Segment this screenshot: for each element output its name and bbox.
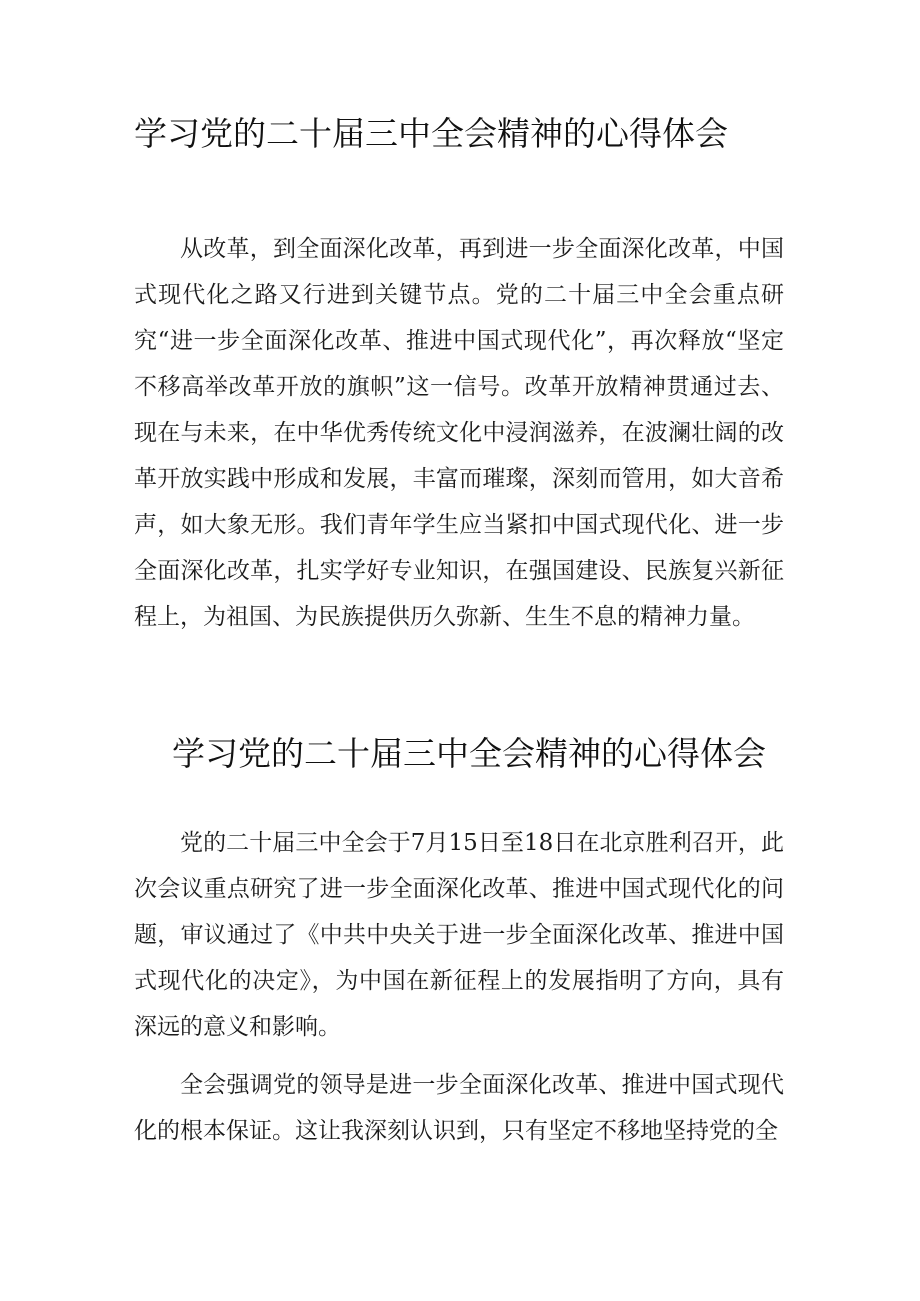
section-1-paragraph-1: 从改革，到全面深化改革，再到进一步全面深化改革，中国式现代化之路又行进到关键节点。党的二十届三中全会重点研究“进一步全面深化改革、推进中国式现代化”，再次释放“坚定不移高举改革开放的旗帜”这一信号。改革开放精神贯通过去、现在与未来，在中华优秀传统文化中浸润滋养，在波澜壮阔的改革开放实践中形成和发展，丰富而璀璨，深刻而管用，如大音希声，如大象无形。我们青年学生应当紧扣中国式现代化、进一步全面深化改革，扎实学好专业知识，在强国建设、民族复兴新征程上，为祖国、为民族提供历久弥新、生生不息的精神力量。 — [134, 236, 784, 630]
section-1-title: 学习党的二十届三中全会精神的心得体会 — [134, 114, 728, 153]
section-2-paragraph-1: 党的二十届三中全会于7月15日至18日在北京胜利召开，此次会议重点研究了进一步全面深化改革、推进中国式现代化的问题，审议通过了《中共中央关于进一步全面深化改革、推进中国式现代化的决定》，为中国在新征程上的发展指明了方向，具有深远的意义和影响。 — [134, 830, 784, 1040]
section-2-paragraph-2: 全会强调党的领导是进一步全面深化改革、推进中国式现代化的根本保证。这让我深刻认识到，只有坚定不移地坚持党的全 — [134, 1072, 784, 1144]
section-2-title: 学习党的二十届三中全会精神的心得体会 — [172, 734, 766, 773]
